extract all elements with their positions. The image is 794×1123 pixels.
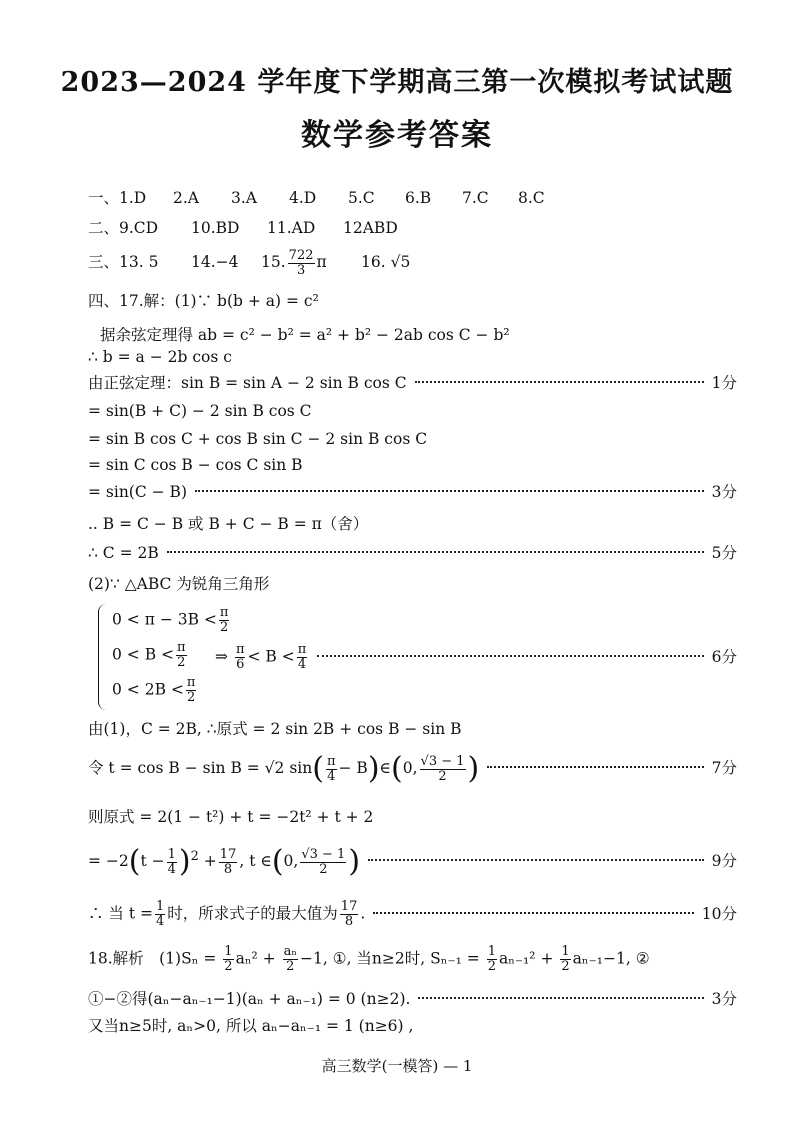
answer-item: 16. √5 (361, 253, 411, 271)
fill-in-answers (88, 246, 737, 278)
answer-item: 11.AD (267, 219, 316, 237)
section-prefix: 一、 (88, 189, 120, 207)
multiple-choice-answers (88, 187, 737, 209)
inequality-2: 0 < B < $\frac{\pi}{2}$ (112, 640, 186, 670)
solution-line-scored: ∴ C = 2B 5分 (88, 544, 737, 562)
page-footer: 高三数学(一模答) — 1 (321, 1057, 473, 1075)
q18-heading: 18.解析 (1)Sₙ = $\frac{1}{2}$ aₙ² + $\frac{\text{aₙ}}{2}$ −1, ①, 当n≥2时, Sₙ₋₁ = $\frac{1}{2}$ aₙ₋₁² + $\frac{1}{2}$ aₙ₋₁−1, ② (88, 944, 650, 974)
solution-line-scored: = sin(C − B) 3分 (88, 483, 737, 501)
score-label: 1分 (711, 374, 737, 392)
inequality-3: 0 < 2B < $\frac{\pi}{2}$ (112, 675, 196, 705)
page-title: 2023—2024 学年度下学期高三第一次模拟考试试题 (60, 67, 734, 98)
score-label: 10分 (701, 904, 737, 923)
solution-line: ∴ b = a − 2b cos c (88, 348, 232, 366)
solution-line: 则原式 = 2(1 − t²) + t = −2t² + t + 2 (88, 808, 374, 826)
solution-line-scored: ∴ 当 t = $\frac{1}{4}$ 时，所求式子的最大值为 $\frac{17}{8}$ . 10分 (88, 899, 737, 929)
multi-select-answers (88, 217, 737, 239)
answer-item: 12ABD (343, 219, 398, 237)
answer-item-15: 15. $\frac{722}{3}$ π (261, 247, 327, 278)
answer-item: 3.A (231, 189, 257, 207)
dotted-leader (418, 997, 703, 999)
solution-line: = sin C cos B − cos C sin B (88, 456, 303, 474)
solution-line-scored: 令 t = cos B − sin B = √2 sin( $\frac{\pi}{4}$ − B)∈(0, $\frac{√3 - 1}{2}$ ) 7分 (88, 751, 737, 786)
solution-line-scored: ①−②得(aₙ−aₙ₋₁−1)(aₙ + aₙ₋₁) = 0 (n≥2). 3分 (88, 990, 737, 1008)
solution-line: 又当n≥5时, aₙ>0, 所以 aₙ−aₙ₋₁ = 1 (n≥6) , (88, 1017, 414, 1035)
score-label: 5分 (711, 544, 737, 562)
dotted-leader (373, 912, 693, 914)
answer-item: 14.−4 (191, 253, 239, 271)
answer-item: 1.D (119, 189, 147, 207)
page-subtitle: 数学参考答案 (301, 118, 493, 153)
answer-item: 4.D (289, 189, 317, 207)
dotted-leader (317, 655, 703, 657)
score-label: 3分 (711, 483, 737, 501)
score-label: 9分 (711, 852, 737, 871)
solution-line: .. B = C − B 或 B + C − B = π（舍） (88, 515, 369, 533)
answer-item: 9.CD (119, 219, 159, 237)
answer-item: 5.C (348, 189, 375, 207)
solution-line: = sin B cos C + cos B sin C − 2 sin B cos C (88, 430, 428, 448)
solution-line-scored: = −2(t − $\frac{1}{4}$ )$^2$ + $\frac{17}{8}$ , t ∈(0, $\frac{√3 - 1}{2}$ ) 9分 (88, 844, 737, 880)
solution-line-scored: ⇒ $\frac{\pi}{6}$ < B < $\frac{\pi}{4}$ 6分 (215, 642, 737, 672)
score-label: 6分 (711, 647, 737, 666)
fraction: $\frac{722}{3}$ (288, 247, 314, 278)
answer-item: 8.C (518, 189, 545, 207)
dotted-leader (167, 551, 704, 553)
dotted-leader (487, 766, 703, 768)
solution-line: 据余弦定理得 ab = c² − b² = a² + b² − 2ab cos C − b² (100, 326, 510, 344)
answer-item: 6.B (405, 189, 432, 207)
dotted-leader (195, 490, 704, 492)
section-prefix: 三、 (88, 253, 120, 271)
answer-item: 13. 5 (119, 253, 159, 271)
dotted-leader (415, 381, 704, 383)
answer-item: 2.A (173, 189, 199, 207)
score-label: 3分 (711, 990, 737, 1008)
section-prefix: 二、 (88, 219, 120, 237)
q17-heading: 四、17.解：(1)∵ b(b + a) = c² (88, 292, 319, 310)
solution-line: (2)∵ △ABC 为锐角三角形 (88, 575, 270, 593)
solution-line: = sin(B + C) − 2 sin B cos C (88, 402, 312, 420)
inequality-1: 0 < π − 3B < $\frac{\pi}{2}$ (112, 605, 229, 635)
answer-item: 10.BD (191, 219, 240, 237)
dotted-leader (368, 859, 704, 861)
score-label: 7分 (711, 759, 737, 777)
system-brace (98, 604, 111, 710)
solution-line-scored: 由正弦定理：sin B = sin A − 2 sin B cos C 1分 (88, 374, 737, 392)
solution-line: 由(1)，C = 2B, ∴原式 = 2 sin 2B + cos B − sin B (88, 720, 462, 738)
answer-item: 7.C (462, 189, 489, 207)
